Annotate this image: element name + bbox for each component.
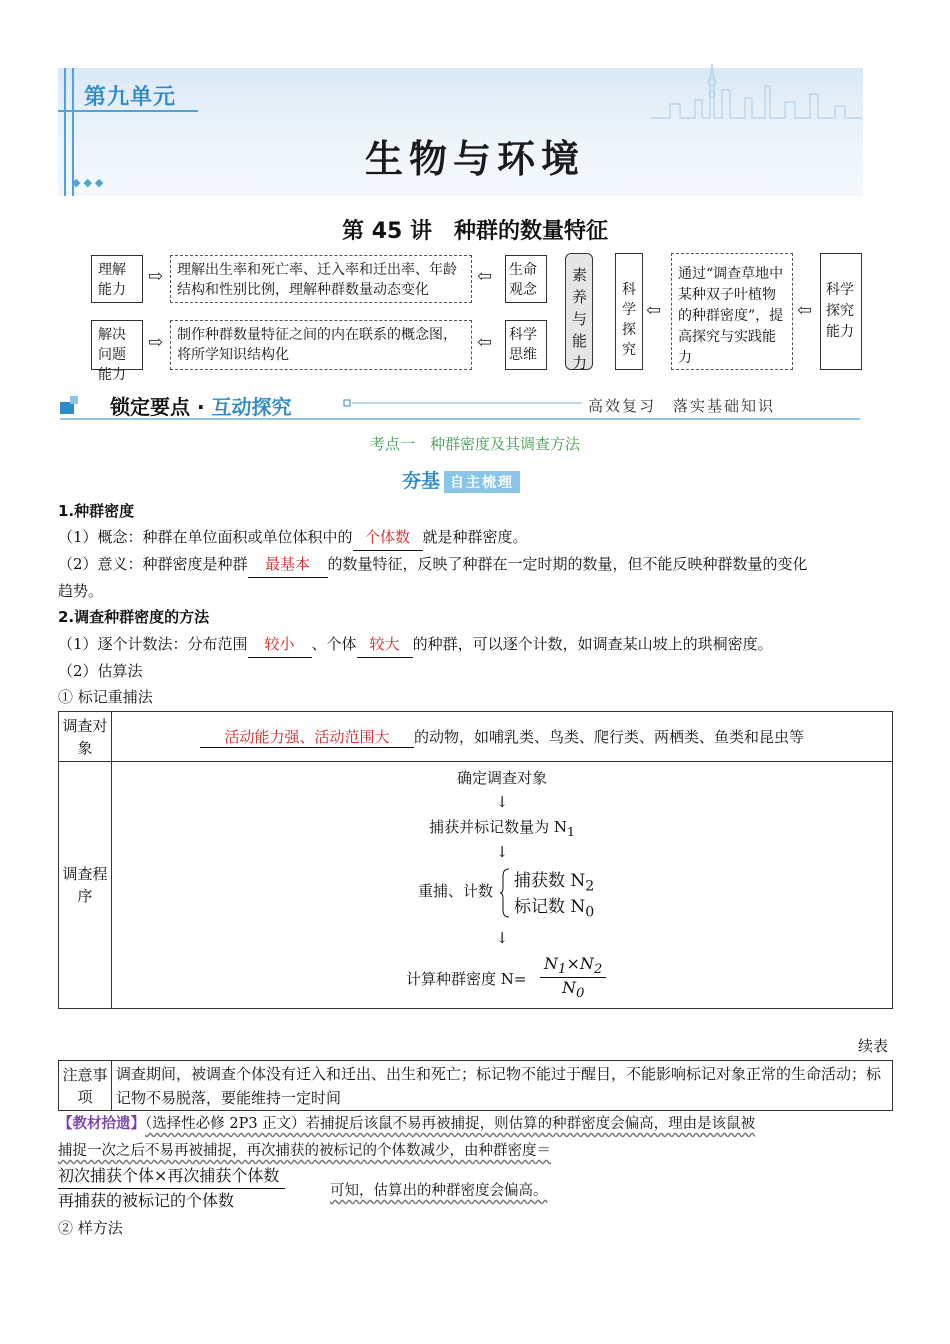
ability-understanding [91,255,143,303]
unit-label: 第九单元 [84,85,177,110]
table-row [59,1061,893,1111]
formula-numerator [540,954,606,978]
table-row [59,762,893,1009]
text: 的动物，如哺乳类、鸟类、爬行类、两栖类、鱼类和昆虫等 [413,727,804,746]
section-subtitle: 高效复习 落实基础知识 [588,397,776,415]
subscript: 0 [575,986,585,1002]
procedure-cell [112,762,893,1009]
text: （1）逐个计数法：分布范围 [58,635,248,653]
table-row [59,712,893,762]
arrow-left-icon: ⇦ [646,300,662,321]
desc-problem-solving [170,320,472,370]
text: 捕获数 N [514,871,586,891]
para-meaning [58,551,894,578]
subscript: 0 [585,904,595,921]
text: （1）概念：种群在单位面积或单位体积中的 [58,528,353,546]
procedure-step1: 确定调查对象 [456,769,547,787]
concept-label: 科学思维 [509,327,537,363]
continued-label: 续表 [858,1037,889,1055]
text: 就是种群密度。 [422,528,528,546]
mark-recapture-table [58,711,893,1009]
down-arrow-icon: ↓ [495,929,509,947]
heading-density: 1.种群密度 [58,502,135,520]
text: 的数量特征，反映了种群在一定时期的数量，但不能反映种群数量的变化 [327,555,808,573]
ability-label: 科学探究能力 [826,282,854,340]
hangji-heading [402,466,520,493]
skyline-decoration [650,60,862,120]
formula-denominator: 再捕获的被标记的个体数 [58,1191,235,1210]
text: 、个体 [311,635,357,653]
concept-life [505,255,547,303]
formula-denominator [540,978,606,1001]
table-cell [112,1061,893,1111]
text: 计算种群密度 N= [406,970,527,988]
page-title: 生物与环境 [364,137,585,181]
ability-label: 解决问题能力 [98,327,126,383]
subscript: 1 [566,824,575,839]
desc-inquiry [671,253,793,370]
text: （2）意义：种群密度是种群 [58,555,248,573]
table-cell-label [59,1061,112,1111]
concept-label: 科学探究 [622,282,636,358]
down-arrow-icon: ↓ [495,793,509,811]
desc-text: 制作种群数量特征之间的内在联系的概念图，将所学知识结构化 [177,327,457,363]
text: （选择性必修 2P3 正文）若捕捉后该鼠不易再被捕捉，则估算的种群密度会偏高，理由是该鼠被 [145,1116,756,1132]
table-cell-label [59,762,112,1009]
text: 的种群，可以逐个计数，如调查某山坡上的珙桐密度。 [412,635,773,653]
text: 重捕、计数 [418,882,494,900]
lecture-title: 第 45 讲 种群的数量特征 [342,219,608,244]
subscript: 2 [585,878,595,895]
marked-count [514,892,594,920]
answer-blank: 个体数 [353,524,423,551]
jiaocai-tag: 【教材拾遗】 [58,1115,145,1132]
center-literacy [565,253,593,370]
section-title-a: 锁定要点 · [110,395,212,419]
para-mark-recapture: ① 标记重捕法 [58,688,153,706]
center-label: 素养与能力 [572,266,588,372]
arrow-left-icon: ⇦ [477,266,493,287]
jiaocai-fraction [58,1164,285,1213]
answer-blank: 最基本 [248,551,328,578]
jiaocai-formula [58,1164,285,1213]
answer-blank: 活动能力强、活动范围大 [200,726,414,748]
subscript: 2 [593,962,603,978]
text: N [544,954,558,973]
cell-label: 调查程序 [62,865,108,905]
arrow-right-icon: ⇨ [148,332,164,353]
density-formula [540,954,606,1001]
recapture-count [514,866,594,894]
cell-label: 注意事项 [62,1065,108,1106]
text: 捕捉一次之后不易再被捕捉，再次捕获的被标记的个体数减少，由种群密度＝ [58,1143,551,1159]
ability-label: 理解能力 [98,262,126,298]
desc-text: 通过“调查草地中某种双子叶植物的种群密度”，提高探究与实践能力 [678,266,784,366]
ability-inquiry [820,253,862,370]
text: 调查期间，被调查个体没有迁入和迁出、出生和死亡；标记物不能过于醒目，不能影响标记对象正常的生命活动；标记物不易脱落，要能维持一定时间 [116,1064,882,1107]
text: N [561,978,576,998]
concept-label: 生命观念 [509,262,537,298]
desc-text: 理解出生率和死亡率、迁入率和迁出率、年龄结构和性别比例，理解种群数量动态变化 [177,262,457,298]
para-concept [58,524,528,551]
down-arrow-icon: ↓ [495,843,509,861]
table-cell-label [59,712,112,762]
para-quadrat: ② 样方法 [58,1219,123,1237]
cell-label: 调查对象 [62,716,108,757]
text: 可知，估算出的种群密度会偏高。 [330,1183,548,1199]
ability-problem-solving [91,320,143,383]
hangji-text: 夯基 [402,470,441,492]
jiaocai-line1 [58,1111,894,1137]
arrow-right-icon: ⇨ [148,266,164,287]
answer-blank: 较大 [357,631,413,658]
para-count [58,631,773,658]
kaodian-title: 考点一 种群密度及其调查方法 [369,435,580,453]
text: 标记数 N [514,897,586,917]
para-meaning-cont: 趋势。 [58,582,104,600]
jiaocai-line2 [58,1138,551,1164]
para-estimate: （2）估算法 [58,662,143,680]
answer-blank: 较小 [248,631,312,658]
diamond-icons: ◆◆◆ [72,176,107,189]
subscript: 1 [558,962,567,978]
brace-icon [500,868,510,918]
procedure-step3 [418,866,638,920]
text: ×N [566,954,594,973]
notes-table [58,1060,893,1111]
section-title [110,391,292,420]
desc-understanding [170,255,472,303]
section-title-b: 互动探究 [211,395,292,419]
arrow-left-icon: ⇦ [797,300,813,321]
hangji-sub: 自主梳理 [444,471,520,493]
table-cell [112,712,893,762]
concept-thinking [505,320,547,370]
formula-numerator: 初次捕获个体×再次捕获个体数 [58,1164,285,1189]
text: 捕获并标记数量为 N [429,818,567,836]
arrow-left-icon: ⇦ [477,332,493,353]
jiaocai-tail [330,1178,548,1204]
heading-methods: 2.调查种群密度的方法 [58,608,210,626]
concept-inquiry [615,253,643,370]
